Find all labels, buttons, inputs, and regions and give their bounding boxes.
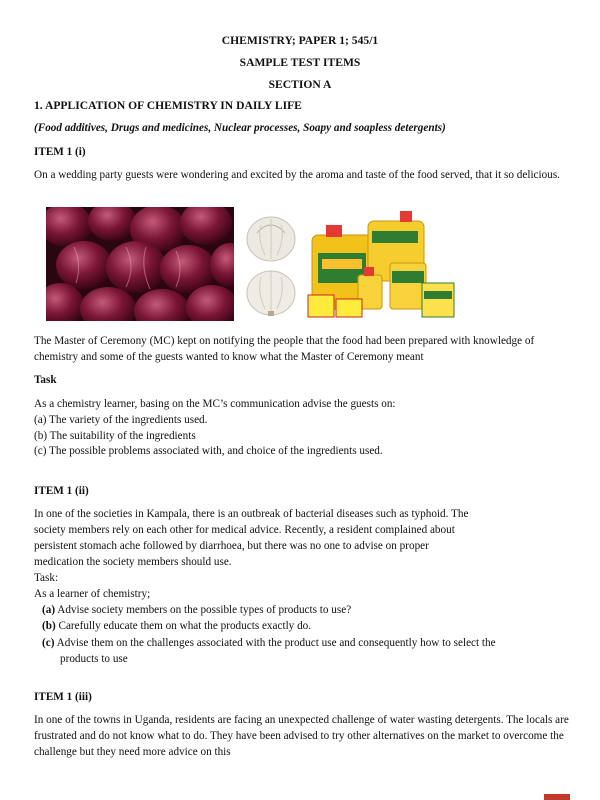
task-a [42,603,562,619]
task-marker: (a) [42,604,56,616]
task-b: (b) The suitability of the ingredients [34,430,196,442]
task-text: Advise them on the challenges associated with the product use and consequently how to select the products to use [56,637,496,665]
task-text: Advise society members on the possible types of products to use? [57,604,352,616]
task-text: Carefully educate them on what the products exactly do. [58,620,312,632]
section-title: SECTION A [268,78,332,91]
task-label: Task: [34,572,59,584]
task-intro: As a chemistry learner, basing on the MC’s communication advise the guests on: [34,398,396,410]
item-heading: ITEM 1 (i) [34,146,86,158]
item-heading: ITEM 1 (ii) [34,485,89,497]
page-corner-mark [544,794,570,800]
task-c: (c) The possible problems associated with, and choice of the ingredients used. [34,445,383,457]
task-a: (a) The variety of the ingredients used. [34,414,208,426]
item-scenario-line: society members rely on each other for medical advice. Recently, a resident complained about [34,524,455,536]
red-onions-image [46,207,234,321]
item-scenario-line: medication the society members should use. [34,556,232,568]
paper-title: CHEMISTRY; PAPER 1; 545/1 [221,34,379,47]
item-scenario-line: In one of the societies in Kampala, there is an outbreak of bacterial diseases such as typhoid. The [34,508,469,520]
task-intro: As a learner of chemistry; [34,588,151,600]
task-b [42,619,562,635]
paper-subtitle: SAMPLE TEST ITEMS [239,56,361,69]
task-marker: (b) [42,620,56,632]
task-c [42,636,530,668]
task-label: Task [34,374,57,386]
topic-title: 1. APPLICATION OF CHEMISTRY IN DAILY LIFE [34,99,302,112]
task-marker: (c) [42,637,55,649]
item-scenario: In one of the towns in Uganda, residents are facing an unexpected challenge of water wasting detergents. The locals are frustrated and do not know what to do. They have been advised to try other alternatives on the market to overcome the challenge but they need more advice on this [34,714,569,758]
garlic-image [239,207,303,321]
cooking-oil-products-image [306,207,456,321]
item-scenario: On a wedding party guests were wondering and excited by the aroma and taste of the food served, that it so delicious. [34,169,560,181]
item-heading: ITEM 1 (iii) [34,691,92,703]
item-scenario-line: persistent stomach ache followed by diarrhoea, but there was no one to advise on proper [34,540,429,552]
topic-subtopics: (Food additives, Drugs and medicines, Nuclear processes, Soapy and soapless detergents) [34,122,446,134]
item-context: The Master of Ceremony (MC) kept on notifying the people that the food had been prepared with knowledge of chemistry and some of the guests wanted to know what the Master of Ceremony meant [34,335,535,363]
